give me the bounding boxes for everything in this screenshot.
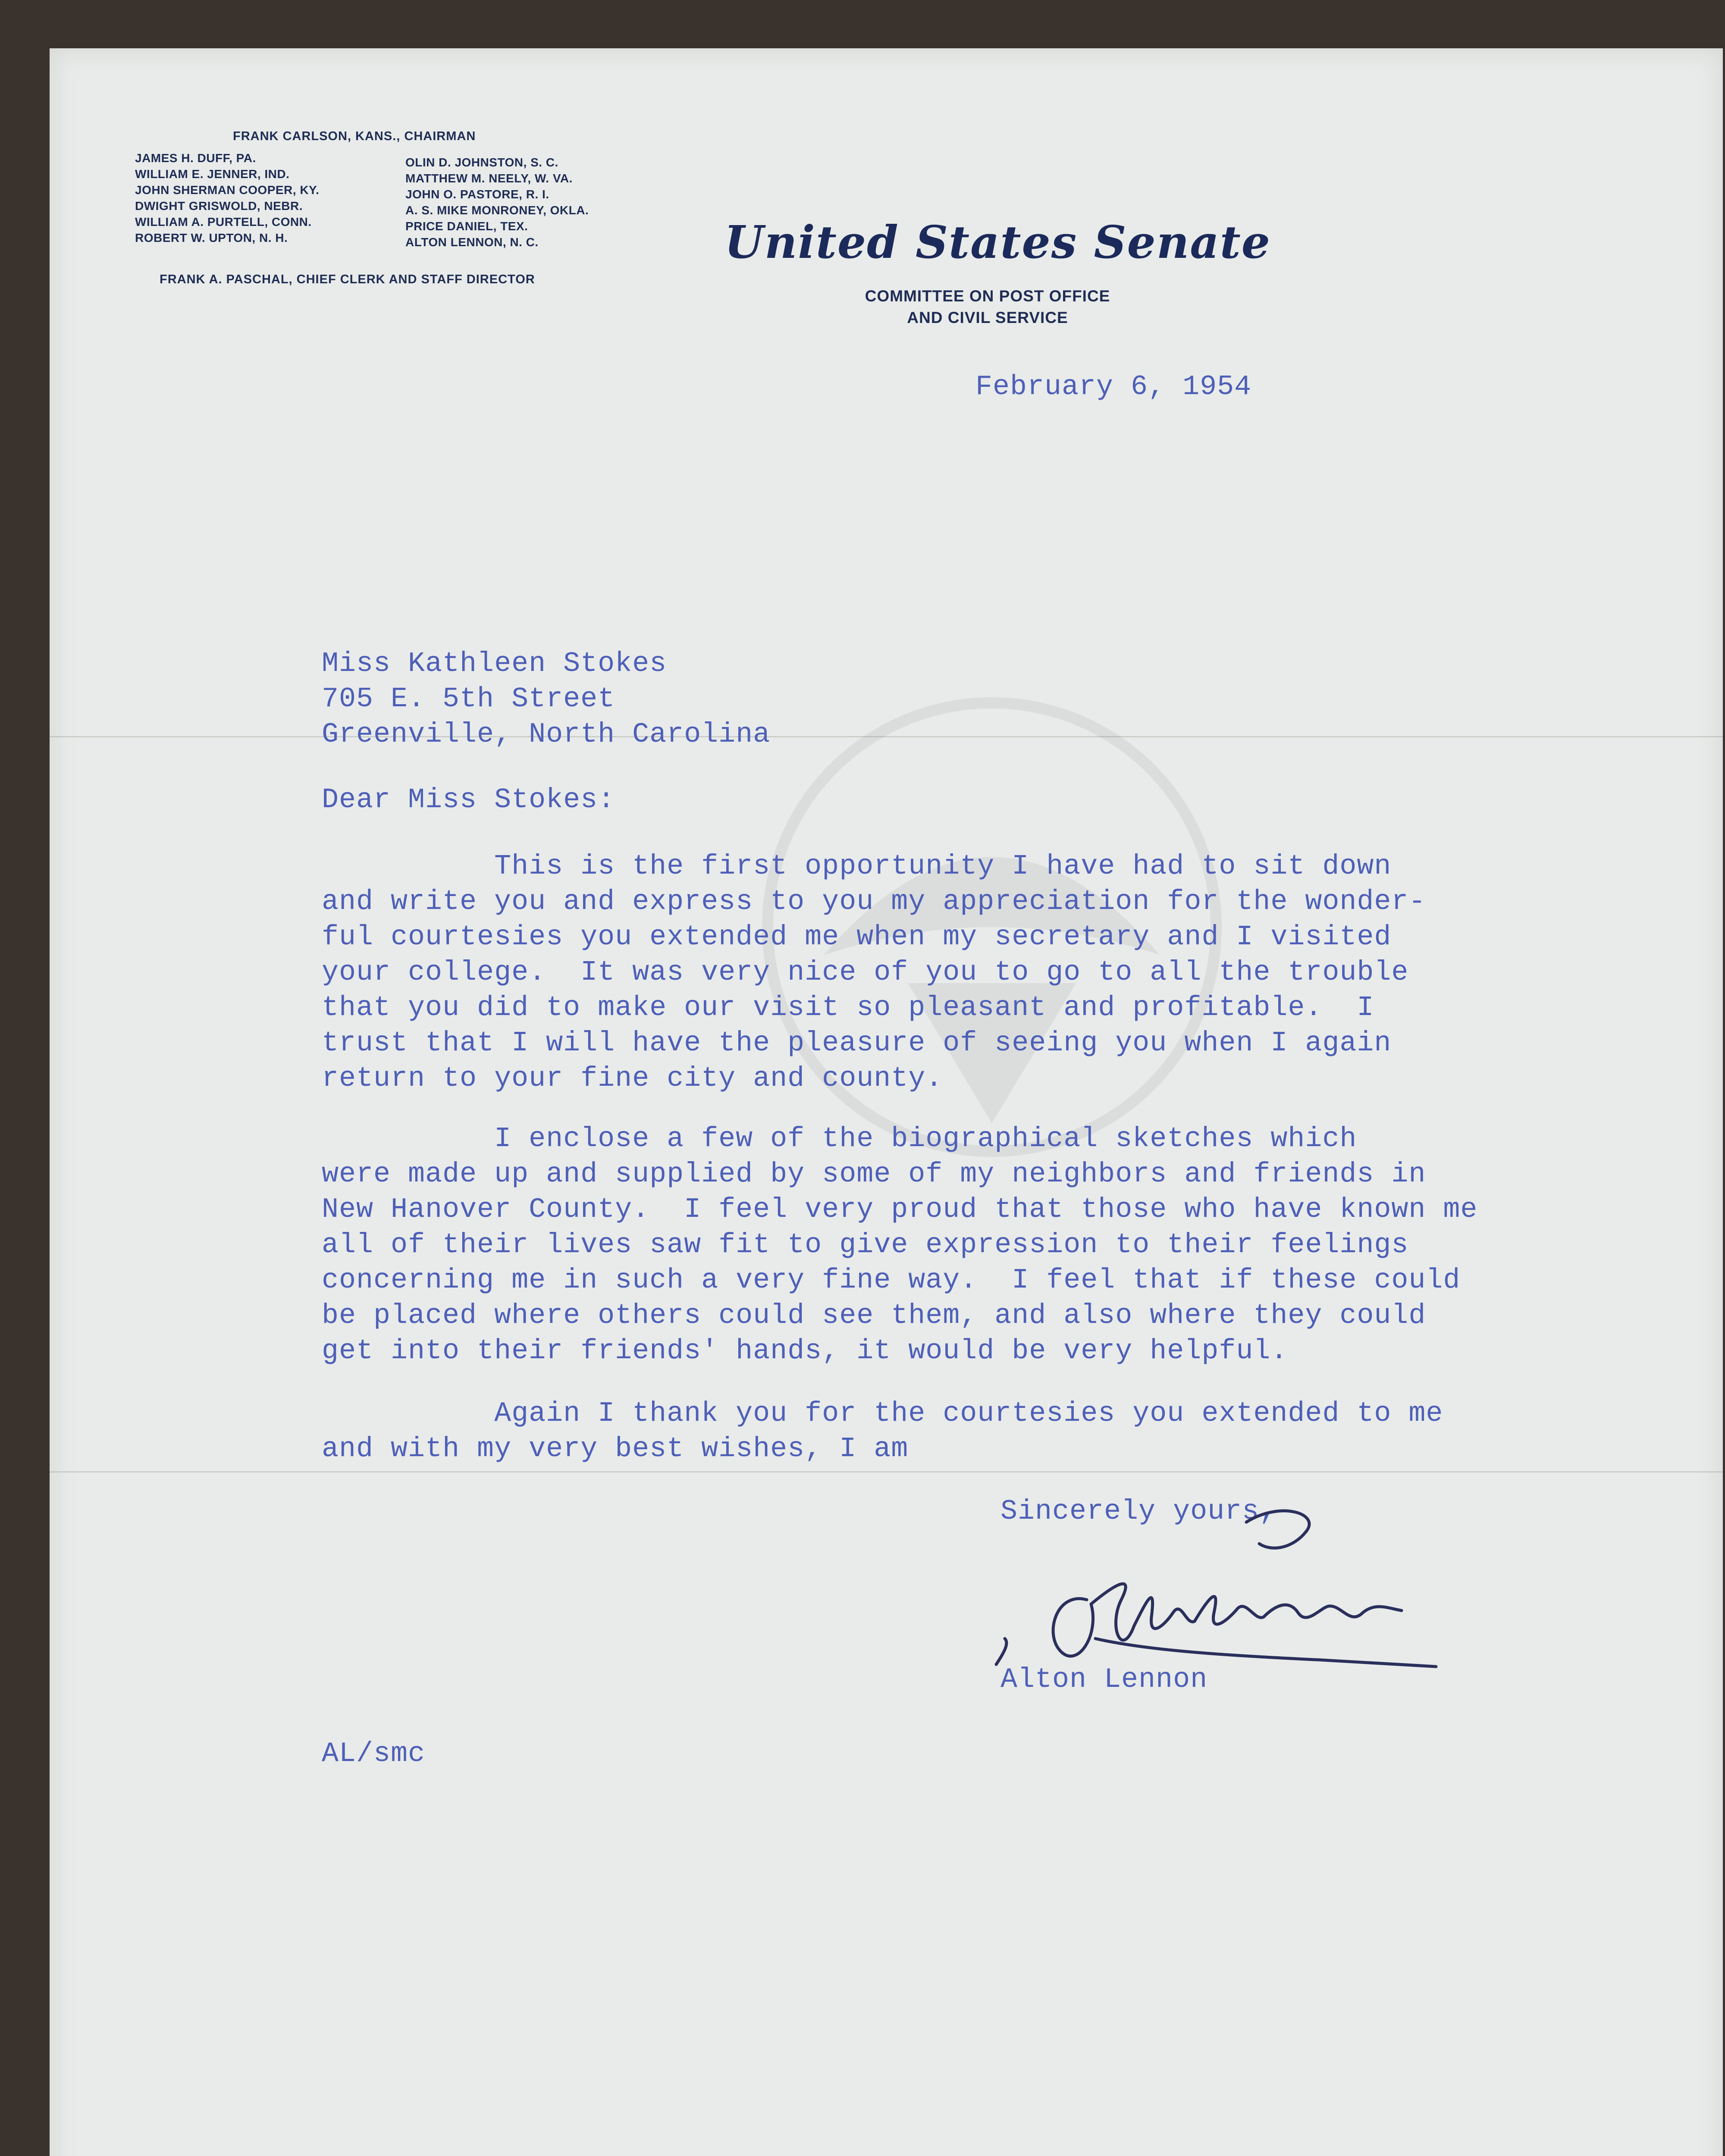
letter-date: February 6, 1954 [975,371,1252,403]
address-line: Miss Kathleen Stokes [322,648,667,680]
text-line: and with my very best wishes, I am [322,1433,909,1465]
member-name: JOHN O. PASTORE, R. I. [405,188,549,201]
staff-director-line: FRANK A. PASCHAL, CHIEF CLERK AND STAFF DIRECTOR [160,273,535,286]
member-name: ROBERT W. UPTON, N. H. [135,231,288,244]
address-line: 705 E. 5th Street [322,683,615,715]
fold-line [50,1471,1723,1473]
address-line: Greenville, North Carolina [322,718,771,750]
text-line: that you did to make our visit so pleasant and profitable. I [322,992,1374,1024]
text-line: concerning me in such a very fine way. I feel that if these could [322,1264,1461,1296]
member-name: OLIN D. JOHNSTON, S. C. [405,156,558,169]
text-line: your college. It was very nice of you to go to all the trouble [322,956,1409,988]
paragraph-2 [322,1121,1477,1369]
paragraph-3 [322,1396,1443,1467]
text-line: This is the first opportunity I have had to sit down [322,850,1392,882]
member-name: DWIGHT GRISWOLD, NEBR. [135,199,303,213]
text-line: ful courtesies you extended me when my secretary and I visited [322,921,1392,953]
member-name: WILLIAM E. JENNER, IND. [135,167,290,181]
closing: Sincerely yours, [1000,1495,1277,1527]
text-line: Again I thank you for the courtesies you extended to me [322,1398,1443,1429]
recipient-address [322,646,770,752]
chairman-line: FRANK CARLSON, KANS., CHAIRMAN [233,129,476,143]
text-line: New Hanover County. I feel very proud that those who have known me [322,1194,1478,1225]
paragraph-1 [322,849,1426,1096]
reference-initials: AL/smc [322,1738,426,1770]
text-line: get into their friends' hands, it would be very helpful. [322,1335,1288,1367]
member-name: WILLIAM A. PURTELL, CONN. [135,215,312,229]
committee-name [750,285,1225,329]
signature-name: Alton Lennon [1000,1664,1208,1695]
members-left-list [135,150,319,246]
member-name: JAMES H. DUFF, PA. [135,151,256,165]
member-name: JOHN SHERMAN COOPER, KY. [135,183,320,197]
text-line: I enclose a few of the biographical sketches which [322,1123,1357,1155]
text-line: return to your fine city and county. [322,1062,943,1094]
text-line: and write you and express to you my appreciation for the wonder- [322,886,1426,918]
member-name: MATTHEW M. NEELY, W. VA. [405,172,573,185]
members-right-list [405,154,589,250]
text-line: all of their lives saw fit to give expression to their feelings [322,1229,1409,1261]
member-name: PRICE DANIEL, TEX. [405,219,528,233]
salutation: Dear Miss Stokes: [322,784,615,816]
text-line: trust that I will have the pleasure of seeing you when I again [322,1027,1392,1059]
text-line: be placed where others could see them, and also where they could [322,1300,1426,1332]
senate-title: United States Senate [724,216,1271,269]
committee-line: COMMITTEE ON POST OFFICE [865,287,1110,305]
member-name: ALTON LENNON, N. C. [405,235,539,249]
text-line: were made up and supplied by some of my neighbors and friends in [322,1158,1426,1190]
committee-line: AND CIVIL SERVICE [907,309,1068,326]
member-name: A. S. MIKE MONRONEY, OKLA. [405,204,589,217]
